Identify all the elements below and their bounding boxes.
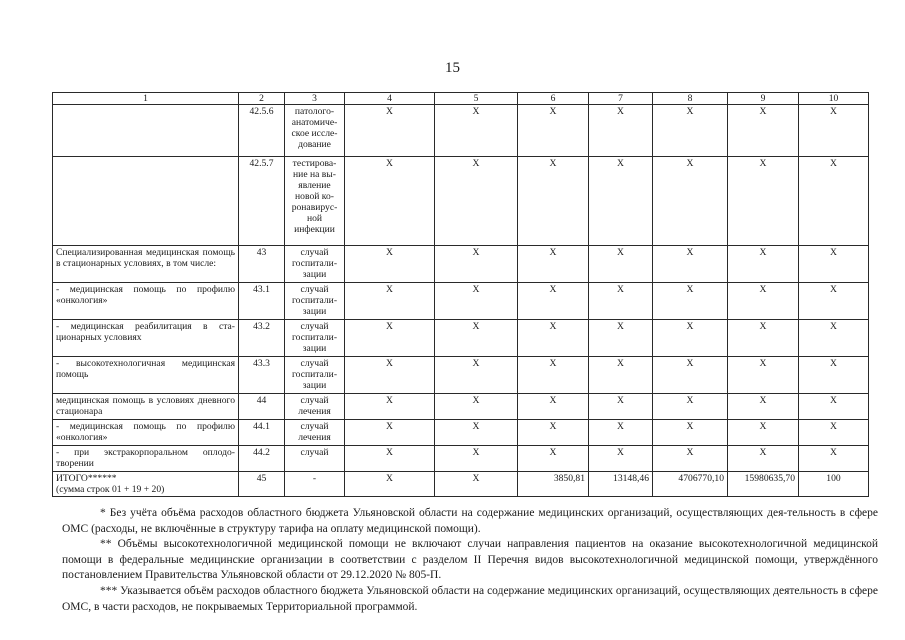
row-col-5: X xyxy=(435,446,518,472)
row-col-5: X xyxy=(435,157,518,246)
row-col-7: X xyxy=(589,157,653,246)
row-unit: случай госпитали-зации xyxy=(285,320,345,357)
header-col-5: 5 xyxy=(435,93,518,105)
footnotes xyxy=(62,506,878,615)
header-col-7: 7 xyxy=(589,93,653,105)
row-col-9: X xyxy=(728,420,799,446)
total-name-cell xyxy=(53,472,239,497)
row-name: - медицинская помощь по профилю «онкология» xyxy=(53,420,239,446)
total-col-10: 100 xyxy=(799,472,869,497)
row-unit: патолого-анатомиче-ское иссле-дование xyxy=(285,105,345,157)
row-unit: случай xyxy=(285,446,345,472)
row-col-6: X xyxy=(518,105,589,157)
total-unit: - xyxy=(285,472,345,497)
header-col-8: 8 xyxy=(653,93,728,105)
row-name: - медицинская реабилитация в ста-ционарных условиях xyxy=(53,320,239,357)
row-name xyxy=(53,157,239,246)
row-col-5: X xyxy=(435,105,518,157)
row-col-6: X xyxy=(518,394,589,420)
row-code: 43.1 xyxy=(239,283,285,320)
row-col-7: X xyxy=(589,105,653,157)
footnote-2: ** Объёмы высокотехнологичной медицинской помощи не включают случаи направления пациентов на оказание высокотехнологичной медицинской помощи в федеральные медицинские организации в соответствии с разделом II Перечня видов высокотехнологичной медицинской помощи, утверждённого постановлением Правительства Ульяновской области от 29.12.2020 № 805-П. xyxy=(62,538,878,582)
row-unit: тестирова-ние на вы-явление новой ко-ронавирус-ной инфекции xyxy=(285,157,345,246)
row-col-9: X xyxy=(728,320,799,357)
total-col-8: 4706770,10 xyxy=(653,472,728,497)
row-name: медицинская помощь в условиях дневного стационара xyxy=(53,394,239,420)
table-row xyxy=(53,420,869,446)
row-col-6: X xyxy=(518,246,589,283)
row-code: 42.5.6 xyxy=(239,105,285,157)
financing-table xyxy=(52,92,869,497)
row-col-10: X xyxy=(799,357,869,394)
row-unit: случай госпитали-зации xyxy=(285,357,345,394)
row-col-10: X xyxy=(799,105,869,157)
footnote-1: * Без учёта объёма расходов областного бюджета Ульяновской области на содержание медицинских организаций, осуществляющих дея-тельность в сфере ОМС (расходы, не включённые в структуру тарифа на оплату медицинской помощи). xyxy=(62,507,878,535)
header-col-2: 2 xyxy=(239,93,285,105)
table-row xyxy=(53,246,869,283)
row-col-7: X xyxy=(589,246,653,283)
row-col-8: X xyxy=(653,394,728,420)
row-col-4: X xyxy=(345,283,435,320)
total-col-9: 15980635,70 xyxy=(728,472,799,497)
row-col-7: X xyxy=(589,283,653,320)
row-col-9: X xyxy=(728,157,799,246)
header-col-4: 4 xyxy=(345,93,435,105)
row-code: 43.2 xyxy=(239,320,285,357)
row-col-9: X xyxy=(728,394,799,420)
total-col-5: X xyxy=(435,472,518,497)
table-row xyxy=(53,105,869,157)
row-col-4: X xyxy=(345,157,435,246)
total-row xyxy=(53,472,869,497)
row-name: - медицинская помощь по профилю «онкология» xyxy=(53,283,239,320)
row-col-9: X xyxy=(728,246,799,283)
header-col-6: 6 xyxy=(518,93,589,105)
row-unit: случай госпитали-зации xyxy=(285,283,345,320)
total-col-4: X xyxy=(345,472,435,497)
table-row xyxy=(53,357,869,394)
row-col-8: X xyxy=(653,283,728,320)
row-col-9: X xyxy=(728,357,799,394)
row-unit: случай лечения xyxy=(285,420,345,446)
row-col-5: X xyxy=(435,320,518,357)
row-col-8: X xyxy=(653,420,728,446)
table-row xyxy=(53,446,869,472)
row-col-10: X xyxy=(799,320,869,357)
table-row xyxy=(53,283,869,320)
row-col-9: X xyxy=(728,446,799,472)
row-col-10: X xyxy=(799,394,869,420)
row-name xyxy=(53,105,239,157)
row-col-4: X xyxy=(345,357,435,394)
total-col-7: 13148,46 xyxy=(589,472,653,497)
row-col-5: X xyxy=(435,246,518,283)
row-col-10: X xyxy=(799,420,869,446)
row-code: 44.2 xyxy=(239,446,285,472)
row-code: 43 xyxy=(239,246,285,283)
row-col-4: X xyxy=(345,246,435,283)
row-col-8: X xyxy=(653,320,728,357)
row-col-4: X xyxy=(345,320,435,357)
header-col-10: 10 xyxy=(799,93,869,105)
row-name: Специализированная медицинская помощь в стационарных условиях, в том числе: xyxy=(53,246,239,283)
table-row xyxy=(53,157,869,246)
row-col-5: X xyxy=(435,283,518,320)
row-code: 44 xyxy=(239,394,285,420)
row-code: 43.3 xyxy=(239,357,285,394)
row-col-8: X xyxy=(653,246,728,283)
row-col-6: X xyxy=(518,157,589,246)
row-col-7: X xyxy=(589,446,653,472)
row-code: 42.5.7 xyxy=(239,157,285,246)
row-col-8: X xyxy=(653,446,728,472)
row-col-10: X xyxy=(799,446,869,472)
table-row xyxy=(53,394,869,420)
row-col-4: X xyxy=(345,420,435,446)
header-col-9: 9 xyxy=(728,93,799,105)
footnote-3: *** Указывается объём расходов областного бюджета Ульяновской области на содержание медицинских организаций, осуществляющих деятельность в сфере ОМС, в части расходов, не покрываемых Территориальной программой. xyxy=(62,584,878,613)
header-col-3: 3 xyxy=(285,93,345,105)
row-col-6: X xyxy=(518,357,589,394)
row-unit: случай лечения xyxy=(285,394,345,420)
total-code: 45 xyxy=(239,472,285,497)
row-col-6: X xyxy=(518,283,589,320)
row-col-5: X xyxy=(435,394,518,420)
row-col-5: X xyxy=(435,420,518,446)
row-col-5: X xyxy=(435,357,518,394)
row-col-10: X xyxy=(799,283,869,320)
row-col-7: X xyxy=(589,420,653,446)
row-col-8: X xyxy=(653,357,728,394)
row-name: - высокотехнологичная медицинская помощь xyxy=(53,357,239,394)
table-row xyxy=(53,320,869,357)
total-col-6: 3850,81 xyxy=(518,472,589,497)
total-name: ИТОГО****** xyxy=(56,473,117,484)
row-col-6: X xyxy=(518,446,589,472)
row-unit: случай госпитали-зации xyxy=(285,246,345,283)
total-name-sub: (сумма строк 01 + 19 + 20) xyxy=(56,484,165,495)
row-col-10: X xyxy=(799,246,869,283)
row-col-7: X xyxy=(589,320,653,357)
row-col-7: X xyxy=(589,394,653,420)
header-col-1: 1 xyxy=(53,93,239,105)
row-col-4: X xyxy=(345,394,435,420)
row-col-4: X xyxy=(345,105,435,157)
row-col-9: X xyxy=(728,105,799,157)
header-row xyxy=(53,93,869,105)
row-col-8: X xyxy=(653,105,728,157)
row-col-7: X xyxy=(589,357,653,394)
row-col-6: X xyxy=(518,420,589,446)
row-col-9: X xyxy=(728,283,799,320)
page-number: 15 xyxy=(445,60,460,76)
row-col-6: X xyxy=(518,320,589,357)
row-code: 44.1 xyxy=(239,420,285,446)
row-col-4: X xyxy=(345,446,435,472)
row-col-10: X xyxy=(799,157,869,246)
row-col-8: X xyxy=(653,157,728,246)
row-name: - при экстракорпоральном оплодо-творении xyxy=(53,446,239,472)
